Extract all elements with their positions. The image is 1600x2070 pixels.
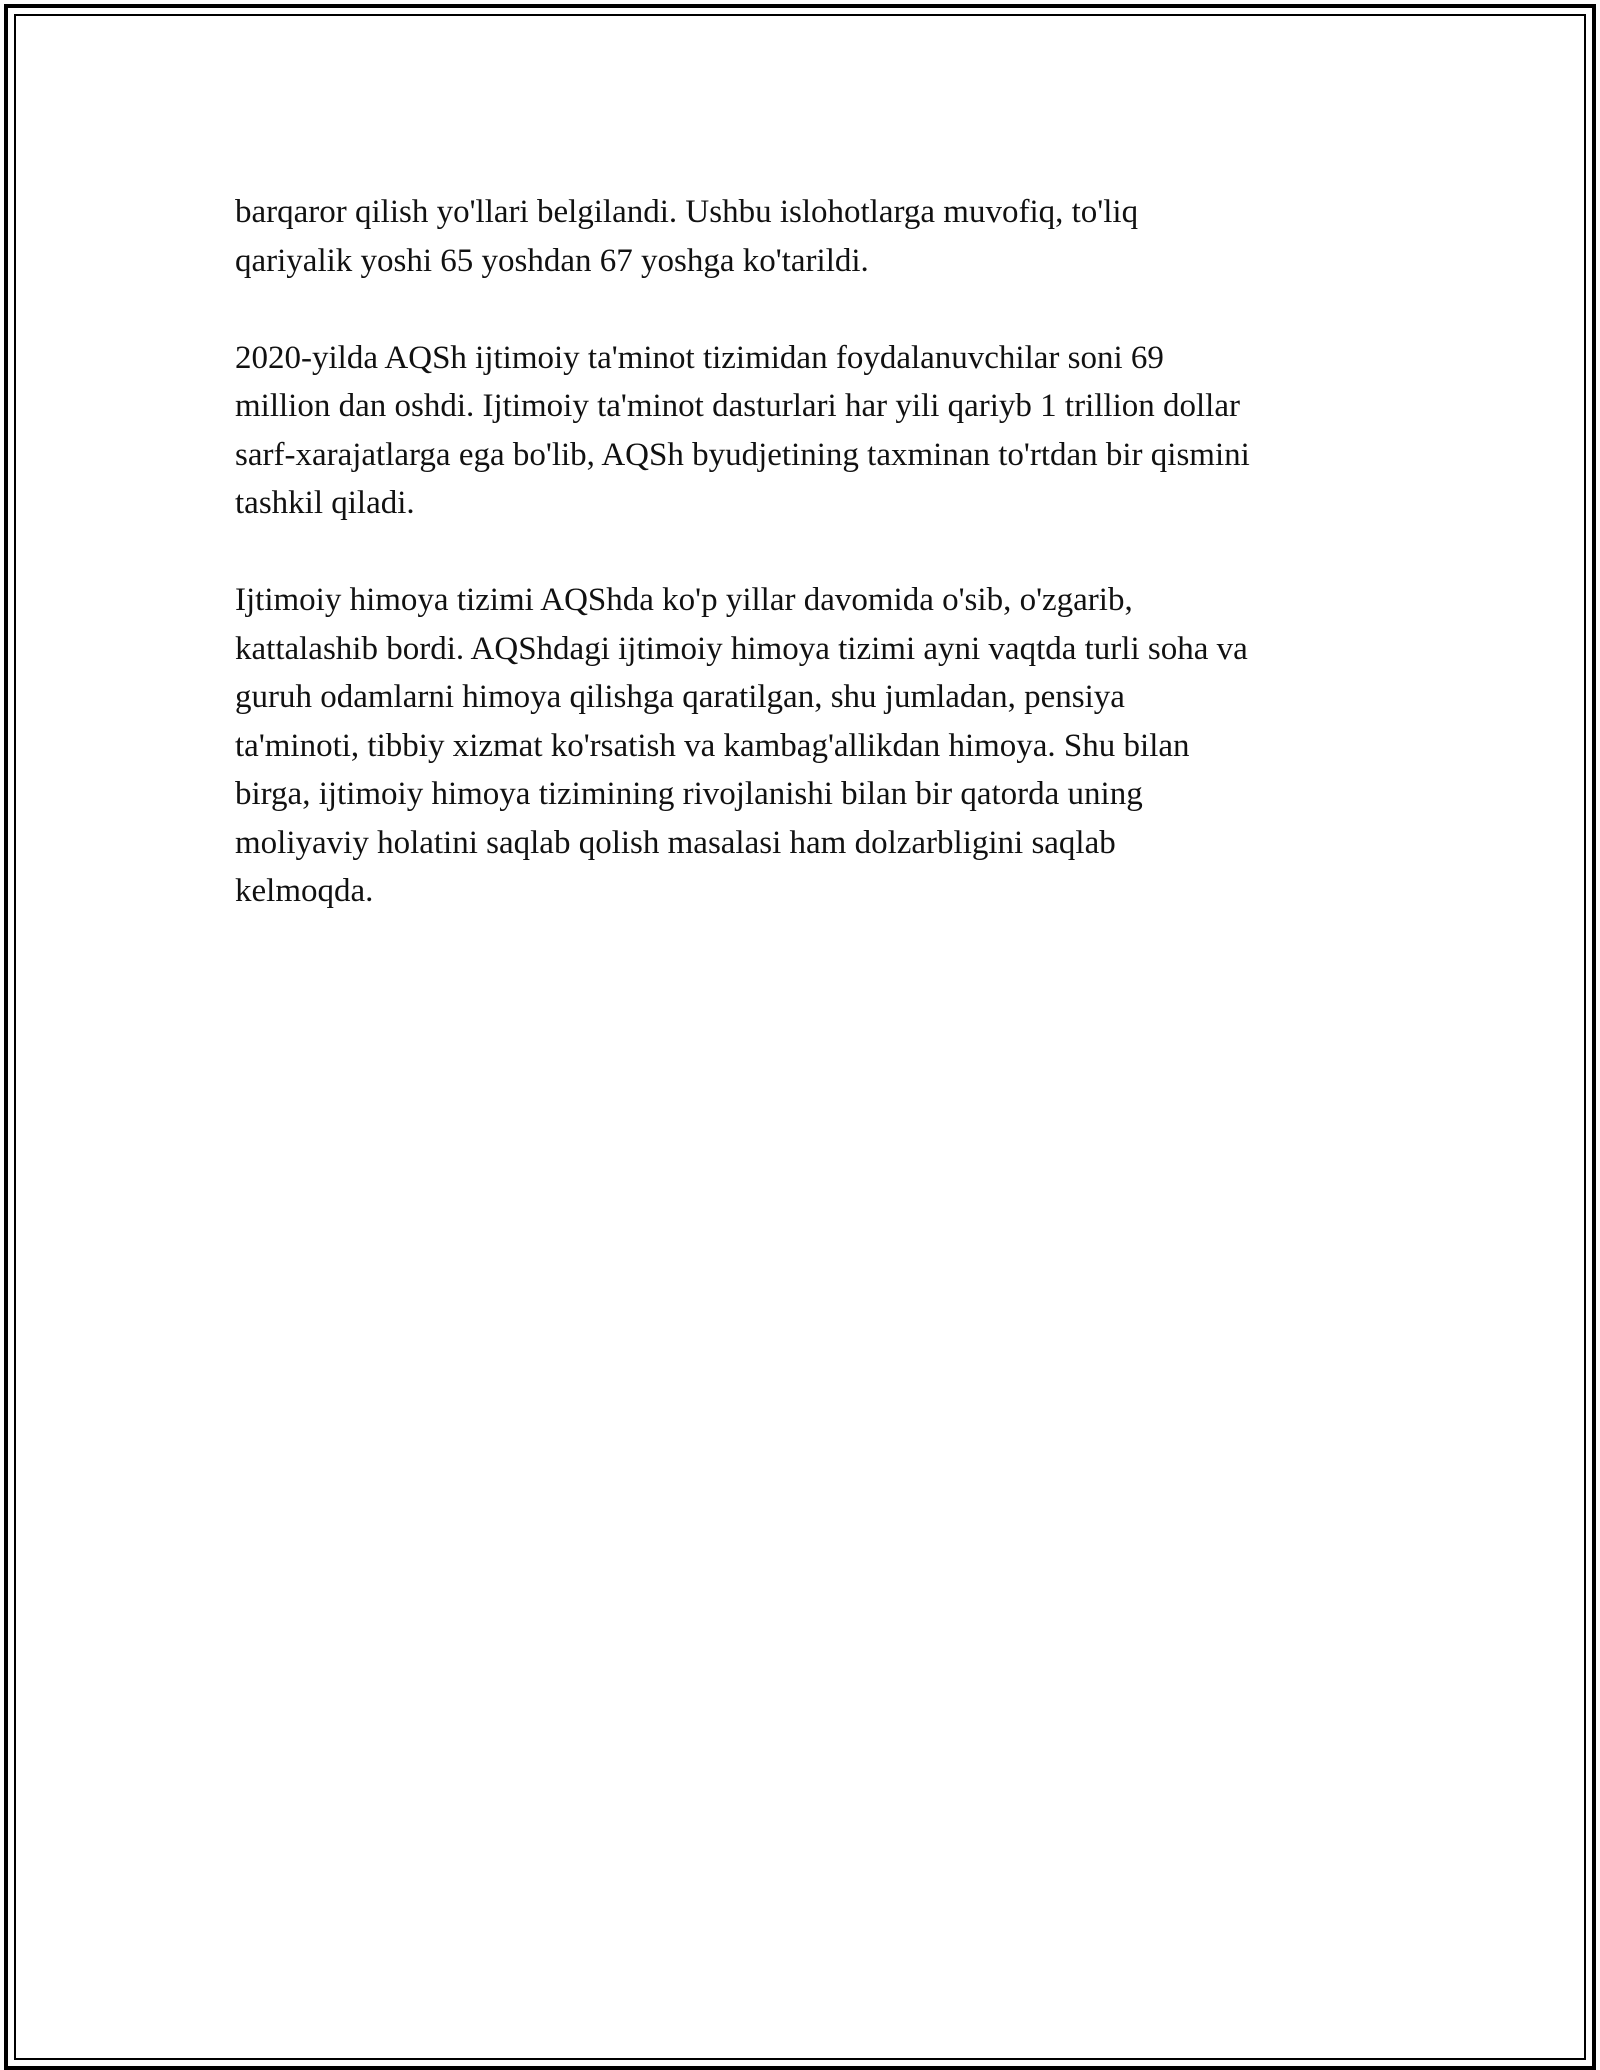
- paragraph-3: [235, 576, 1385, 916]
- text-line: kattalashib bordi. AQShdagi ijtimoiy himoya tizimi ayni vaqtda turli soha va: [235, 630, 1248, 667]
- text-line: qariyalik yoshi 65 yoshdan 67 yoshga ko'tarildi.: [235, 242, 869, 279]
- text-line: birga, ijtimoiy himoya tizimining rivojlanishi bilan bir qatorda uning: [235, 776, 1143, 812]
- text-line: sarf-xarajatlarga ega bo'lib, AQSh byudjetining taxminan to'rtdan bir qismini: [235, 436, 1250, 473]
- text-line: guruh odamlarni himoya qilishga qaratilgan, shu jumladan, pensiya: [235, 679, 1125, 715]
- paragraph-2: [235, 334, 1385, 528]
- text-line: kelmoqda.: [235, 873, 374, 909]
- document-body: [235, 188, 1385, 964]
- text-line: tashkil qiladi.: [235, 485, 415, 521]
- paragraph-1: [235, 188, 1385, 285]
- text-line: barqaror qilish yo'llari belgilandi. Ushbu islohotlarga muvofiq, to'liq: [235, 194, 1139, 230]
- text-line: Ijtimoiy himoya tizimi AQShda ko'p yillar davomida o'sib, o'zgarib,: [235, 582, 1133, 618]
- text-line: ta'minoti, tibbiy xizmat ko'rsatish va kambag'allikdan himoya. Shu bilan: [235, 727, 1190, 764]
- text-line: million dan oshdi. Ijtimoiy ta'minot dasturlari har yili qariyb 1 trillion dollar: [235, 388, 1240, 424]
- text-line: moliyaviy holatini saqlab qolish masalasi ham dolzarbligini saqlab: [235, 824, 1116, 861]
- text-line: 2020-yilda AQSh ijtimoiy ta'minot tizimidan foydalanuvchilar soni 69: [235, 339, 1164, 376]
